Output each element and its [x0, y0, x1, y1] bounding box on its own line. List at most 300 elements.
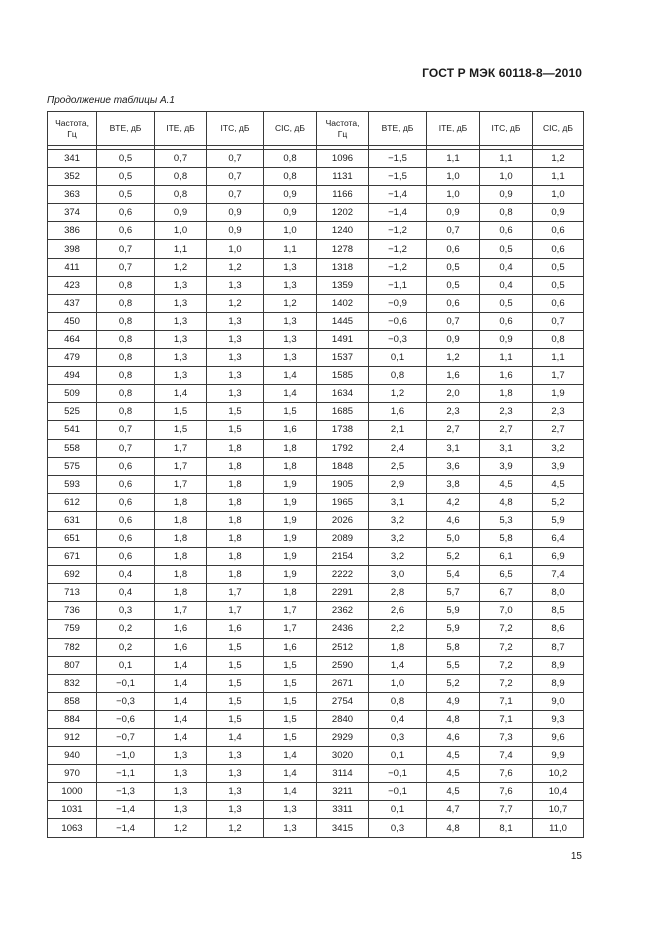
table-cell: 352: [48, 168, 97, 186]
table-cell: 832: [48, 674, 97, 692]
table-row: [48, 240, 584, 258]
table-row: [48, 819, 584, 837]
table-cell: −0,1: [369, 765, 427, 783]
table-cell: 912: [48, 729, 97, 747]
table-cell: 3,8: [427, 475, 480, 493]
table-cell: 386: [48, 222, 97, 240]
table-row: [48, 710, 584, 728]
table-cell: 0,8: [480, 204, 533, 222]
table-cell: 4,8: [427, 710, 480, 728]
table-cell: 0,3: [369, 819, 427, 837]
table-cell: 2,8: [369, 584, 427, 602]
table-cell: 1,8: [207, 548, 264, 566]
table-cell: 1,5: [207, 674, 264, 692]
table-cell: 4,5: [427, 783, 480, 801]
table-cell: 1585: [317, 367, 369, 385]
table-cell: 1,5: [207, 421, 264, 439]
table-cell: 0,6: [97, 529, 155, 547]
table-row: [48, 638, 584, 656]
table-row: [48, 602, 584, 620]
table-cell: 3114: [317, 765, 369, 783]
table-cell: 1,1: [533, 349, 584, 367]
table-cell: 2436: [317, 620, 369, 638]
table-cell: 6,1: [480, 548, 533, 566]
table-cell: 1,5: [264, 710, 317, 728]
table-cell: 0,6: [533, 222, 584, 240]
table-cell: 1,7: [155, 457, 207, 475]
table-cell: 2512: [317, 638, 369, 656]
table-cell: 0,9: [155, 204, 207, 222]
table-cell: 2,5: [369, 457, 427, 475]
table-cell: 1634: [317, 385, 369, 403]
table-cell: 1,5: [207, 638, 264, 656]
table-cell: 1,2: [207, 258, 264, 276]
table-cell: 1000: [48, 783, 97, 801]
table-cell: 1,3: [207, 367, 264, 385]
table-cell: 1,8: [207, 457, 264, 475]
table-cell: −0,1: [369, 783, 427, 801]
table-cell: 0,7: [533, 312, 584, 330]
table-cell: 1,8: [207, 439, 264, 457]
column-header: Частота, Гц: [317, 112, 369, 146]
table-cell: 1,7: [207, 584, 264, 602]
table-cell: 8,9: [533, 656, 584, 674]
table-cell: 759: [48, 620, 97, 638]
table-cell: 1,7: [207, 602, 264, 620]
table-cell: 0,5: [480, 294, 533, 312]
table-cell: 4,5: [427, 747, 480, 765]
table-cell: 5,9: [427, 620, 480, 638]
table-cell: 509: [48, 385, 97, 403]
table-cell: 0,8: [369, 367, 427, 385]
table-cell: 10,7: [533, 801, 584, 819]
table-cell: 3211: [317, 783, 369, 801]
table-cell: 0,6: [427, 240, 480, 258]
table-cell: 651: [48, 529, 97, 547]
table-cell: 0,8: [264, 168, 317, 186]
table-cell: 1,1: [480, 349, 533, 367]
table-cell: 1,9: [533, 385, 584, 403]
table-cell: 1,6: [155, 638, 207, 656]
table-cell: 1,4: [264, 367, 317, 385]
table-cell: 7,4: [533, 566, 584, 584]
table-cell: 1,5: [264, 729, 317, 747]
table-cell: 0,4: [97, 584, 155, 602]
table-cell: 0,2: [97, 620, 155, 638]
table-cell: 450: [48, 312, 97, 330]
table-cell: 7,3: [480, 729, 533, 747]
table-row: [48, 656, 584, 674]
table-cell: 7,2: [480, 620, 533, 638]
table-cell: 0,3: [369, 729, 427, 747]
table-cell: 1,5: [155, 403, 207, 421]
table-cell: 1,5: [264, 692, 317, 710]
table-cell: 2590: [317, 656, 369, 674]
table-cell: 3,1: [369, 493, 427, 511]
table-cell: 4,8: [427, 819, 480, 837]
table-cell: 398: [48, 240, 97, 258]
table-cell: 5,0: [427, 529, 480, 547]
table-cell: 1,8: [207, 475, 264, 493]
table-cell: 1,0: [369, 674, 427, 692]
table-cell: 0,7: [155, 150, 207, 168]
table-cell: 0,4: [480, 276, 533, 294]
table-cell: 1,3: [207, 330, 264, 348]
table-cell: 1965: [317, 493, 369, 511]
table-cell: 4,8: [480, 493, 533, 511]
table-cell: 2840: [317, 710, 369, 728]
table-cell: 1,7: [533, 367, 584, 385]
table-cell: 1202: [317, 204, 369, 222]
table-cell: 3020: [317, 747, 369, 765]
table-cell: 5,8: [480, 529, 533, 547]
table-cell: 1,6: [207, 620, 264, 638]
table-cell: 2154: [317, 548, 369, 566]
table-cell: −0,6: [369, 312, 427, 330]
table-cell: 0,7: [97, 439, 155, 457]
table-cell: 7,2: [480, 656, 533, 674]
table-cell: 1,4: [155, 710, 207, 728]
table-cell: 1,8: [369, 638, 427, 656]
table-cell: 1,0: [207, 240, 264, 258]
table-cell: 2,2: [369, 620, 427, 638]
table-cell: 0,4: [480, 258, 533, 276]
table-cell: 1,3: [264, 349, 317, 367]
table-cell: 1,4: [207, 729, 264, 747]
table-cell: 1,3: [264, 312, 317, 330]
table-cell: 1,4: [264, 385, 317, 403]
table-cell: 0,6: [97, 475, 155, 493]
table-cell: 1,4: [155, 729, 207, 747]
table-cell: 3,2: [369, 529, 427, 547]
column-header: ITC, дБ: [480, 112, 533, 146]
table-row: [48, 330, 584, 348]
table-cell: 575: [48, 457, 97, 475]
table-row: [48, 801, 584, 819]
table-cell: 0,7: [97, 421, 155, 439]
table-cell: 1,0: [155, 222, 207, 240]
table-cell: 10,2: [533, 765, 584, 783]
table-row: [48, 186, 584, 204]
table-cell: 1,9: [264, 566, 317, 584]
table-cell: 494: [48, 367, 97, 385]
column-header: ITE, дБ: [155, 112, 207, 146]
table-cell: 1,4: [155, 674, 207, 692]
table-cell: 631: [48, 511, 97, 529]
table-cell: 0,7: [97, 258, 155, 276]
table-cell: 1,2: [369, 385, 427, 403]
table-cell: 1905: [317, 475, 369, 493]
table-cell: 736: [48, 602, 97, 620]
table-cell: 1,7: [155, 439, 207, 457]
table-cell: 5,2: [427, 674, 480, 692]
table-cell: 0,2: [97, 638, 155, 656]
table-cell: 1,2: [264, 294, 317, 312]
table-cell: 8,1: [480, 819, 533, 837]
table-cell: 2754: [317, 692, 369, 710]
table-row: [48, 403, 584, 421]
table-cell: 0,8: [533, 330, 584, 348]
table-cell: 1,6: [264, 421, 317, 439]
table-row: [48, 385, 584, 403]
table-cell: 0,1: [369, 801, 427, 819]
table-cell: 1,8: [155, 529, 207, 547]
column-header: CIC, дБ: [264, 112, 317, 146]
table-cell: 558: [48, 439, 97, 457]
table-cell: 7,2: [480, 638, 533, 656]
table-row: [48, 548, 584, 566]
table-row: [48, 222, 584, 240]
table-cell: 0,4: [97, 566, 155, 584]
table-cell: 1,3: [155, 783, 207, 801]
table-row: [48, 312, 584, 330]
table-cell: 3,2: [533, 439, 584, 457]
table-cell: 3,9: [533, 457, 584, 475]
table-cell: 0,6: [97, 222, 155, 240]
table-cell: 2,3: [480, 403, 533, 421]
table-cell: 1,9: [264, 475, 317, 493]
table-cell: 2,6: [369, 602, 427, 620]
table-cell: 0,8: [369, 692, 427, 710]
table-cell: 0,8: [97, 349, 155, 367]
table-cell: 1,8: [207, 529, 264, 547]
table-cell: 5,9: [427, 602, 480, 620]
table-cell: 2,7: [427, 421, 480, 439]
table-cell: 1848: [317, 457, 369, 475]
table-cell: 1,1: [264, 240, 317, 258]
table-cell: 7,1: [480, 692, 533, 710]
table-cell: 374: [48, 204, 97, 222]
table-row: [48, 258, 584, 276]
table-cell: 7,0: [480, 602, 533, 620]
table-cell: 1,3: [155, 276, 207, 294]
table-cell: 4,2: [427, 493, 480, 511]
table-cell: 0,4: [369, 710, 427, 728]
table-cell: 4,6: [427, 729, 480, 747]
table-cell: 0,5: [97, 150, 155, 168]
table-cell: 782: [48, 638, 97, 656]
column-header: BTE, дБ: [369, 112, 427, 146]
table-row: [48, 421, 584, 439]
document-code: ГОСТ Р МЭК 60118-8—2010: [422, 66, 582, 80]
table-cell: 1,2: [427, 349, 480, 367]
table-cell: 1,5: [207, 656, 264, 674]
table-cell: 0,8: [97, 367, 155, 385]
table-cell: 1,3: [207, 801, 264, 819]
table-cell: 8,9: [533, 674, 584, 692]
table-cell: 1,3: [264, 801, 317, 819]
table-row: [48, 765, 584, 783]
table-cell: −0,7: [97, 729, 155, 747]
table-cell: 1,0: [480, 168, 533, 186]
table-cell: 0,8: [97, 385, 155, 403]
table-row: [48, 475, 584, 493]
table-cell: 1,8: [264, 457, 317, 475]
table-cell: 0,7: [427, 312, 480, 330]
table-cell: 612: [48, 493, 97, 511]
table-cell: 807: [48, 656, 97, 674]
table-cell: 1,8: [155, 566, 207, 584]
table-cell: 4,6: [427, 511, 480, 529]
table-cell: 1,3: [155, 747, 207, 765]
table-cell: 4,5: [480, 475, 533, 493]
table-cell: 7,6: [480, 783, 533, 801]
table-cell: 8,0: [533, 584, 584, 602]
table-cell: 1166: [317, 186, 369, 204]
table-cell: 8,6: [533, 620, 584, 638]
table-cell: 0,6: [533, 294, 584, 312]
table-cell: 363: [48, 186, 97, 204]
table-cell: −1,4: [97, 819, 155, 837]
table-cell: 3,6: [427, 457, 480, 475]
table-cell: 1402: [317, 294, 369, 312]
table-cell: 0,7: [207, 168, 264, 186]
table-row: [48, 747, 584, 765]
table-cell: 1685: [317, 403, 369, 421]
table-cell: 1,7: [155, 475, 207, 493]
table-cell: 2929: [317, 729, 369, 747]
table-cell: 1,5: [264, 674, 317, 692]
table-cell: 1,8: [155, 584, 207, 602]
data-table: [47, 111, 584, 838]
table-cell: 10,4: [533, 783, 584, 801]
table-cell: 2291: [317, 584, 369, 602]
table-cell: 0,6: [97, 493, 155, 511]
table-cell: 1,3: [155, 349, 207, 367]
table-cell: 1096: [317, 150, 369, 168]
table-cell: 6,9: [533, 548, 584, 566]
table-cell: 8,7: [533, 638, 584, 656]
table-cell: 1,8: [264, 584, 317, 602]
table-cell: 1063: [48, 819, 97, 837]
table-cell: 1,9: [264, 548, 317, 566]
table-row: [48, 566, 584, 584]
table-cell: 0,9: [264, 204, 317, 222]
table-cell: 1240: [317, 222, 369, 240]
table-cell: 1,8: [207, 511, 264, 529]
table-cell: 7,2: [480, 674, 533, 692]
table-cell: 9,6: [533, 729, 584, 747]
table-cell: 0,6: [427, 294, 480, 312]
table-body: [48, 146, 584, 838]
table-cell: 479: [48, 349, 97, 367]
table-cell: −1,4: [97, 801, 155, 819]
table-cell: 1,3: [207, 747, 264, 765]
table-row: [48, 783, 584, 801]
table-cell: −1,2: [369, 240, 427, 258]
table-cell: 9,3: [533, 710, 584, 728]
table-cell: 1,5: [207, 710, 264, 728]
table-row: [48, 511, 584, 529]
table-cell: 1,8: [207, 566, 264, 584]
table-cell: 0,9: [480, 186, 533, 204]
table-cell: 2362: [317, 602, 369, 620]
table-cell: 0,6: [97, 204, 155, 222]
table-cell: 1,4: [155, 385, 207, 403]
table-cell: 2222: [317, 566, 369, 584]
table-cell: 1278: [317, 240, 369, 258]
table-cell: 9,9: [533, 747, 584, 765]
table-cell: 0,6: [480, 312, 533, 330]
table-row: [48, 674, 584, 692]
table-cell: 713: [48, 584, 97, 602]
table-cell: 1,6: [480, 367, 533, 385]
table-cell: 1,3: [207, 349, 264, 367]
table-cell: 2671: [317, 674, 369, 692]
table-cell: 1,4: [264, 747, 317, 765]
table-cell: 1,0: [427, 168, 480, 186]
table-cell: 9,0: [533, 692, 584, 710]
table-cell: 0,8: [97, 294, 155, 312]
table-cell: 2089: [317, 529, 369, 547]
table-cell: 525: [48, 403, 97, 421]
table-cell: 1,3: [155, 330, 207, 348]
table-row: [48, 150, 584, 168]
table-cell: 1,3: [155, 765, 207, 783]
table-cell: 7,1: [480, 710, 533, 728]
table-cell: 1,5: [207, 692, 264, 710]
table-cell: 1,9: [264, 493, 317, 511]
table-cell: 1,2: [155, 258, 207, 276]
table-cell: 1,8: [155, 493, 207, 511]
column-header: BTE, дБ: [97, 112, 155, 146]
table-cell: 1537: [317, 349, 369, 367]
table-cell: 1,1: [155, 240, 207, 258]
table-cell: −1,5: [369, 168, 427, 186]
table-cell: 692: [48, 566, 97, 584]
table-cell: 0,9: [427, 330, 480, 348]
table-cell: 0,9: [427, 204, 480, 222]
table-cell: 3,2: [369, 548, 427, 566]
table-cell: 0,6: [480, 222, 533, 240]
table-cell: 1,3: [207, 783, 264, 801]
table-cell: 437: [48, 294, 97, 312]
table-row: [48, 692, 584, 710]
table-cell: 2,9: [369, 475, 427, 493]
table-caption: Продолжение таблицы А.1: [47, 95, 175, 106]
table-cell: 4,7: [427, 801, 480, 819]
table-cell: 1,8: [480, 385, 533, 403]
table-cell: 0,6: [97, 548, 155, 566]
table-cell: 3,1: [480, 439, 533, 457]
table-row: [48, 168, 584, 186]
table-cell: 970: [48, 765, 97, 783]
table-cell: 1,3: [207, 276, 264, 294]
table-row: [48, 584, 584, 602]
table-cell: 1,0: [264, 222, 317, 240]
table-header-row: [48, 112, 584, 146]
table-cell: 0,1: [97, 656, 155, 674]
table-cell: 0,5: [427, 276, 480, 294]
table-cell: 4,5: [427, 765, 480, 783]
table-cell: 1,2: [207, 819, 264, 837]
column-header: ITC, дБ: [207, 112, 264, 146]
table-cell: 0,9: [480, 330, 533, 348]
table-cell: 1,8: [155, 511, 207, 529]
table-cell: 0,6: [97, 511, 155, 529]
table-cell: 0,5: [533, 276, 584, 294]
table-cell: 1,3: [264, 819, 317, 837]
table-cell: 2,3: [533, 403, 584, 421]
table-cell: 0,8: [97, 312, 155, 330]
table-cell: 0,7: [97, 240, 155, 258]
table-cell: 1,3: [264, 330, 317, 348]
table-cell: 0,1: [369, 349, 427, 367]
table-cell: −0,6: [97, 710, 155, 728]
table-cell: 1,5: [207, 403, 264, 421]
table-cell: 0,6: [97, 457, 155, 475]
table-cell: 1131: [317, 168, 369, 186]
